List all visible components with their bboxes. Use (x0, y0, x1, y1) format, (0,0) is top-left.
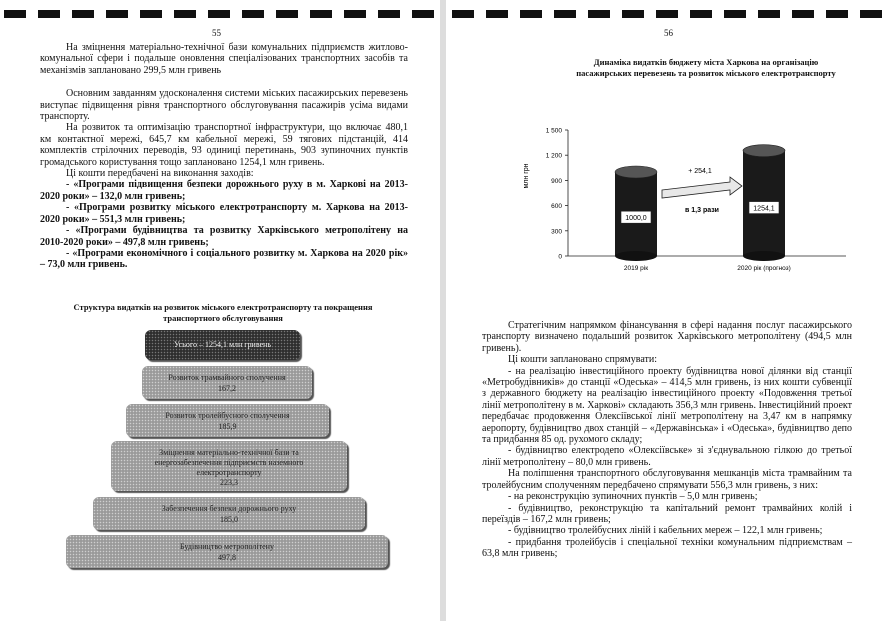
scan-mark (520, 10, 542, 18)
tier-value: 185,9 (218, 422, 237, 431)
left-paragraph: На розвиток та оптимізацію транспортної інфраструктури, що включає 480,1 км контактної мережі, 645,7 км кабельної мережі, 59 тягових підстанцій, 414 комплектів стрілочних переводів, 93 одиниці перетинань, 903 зупиночних пунктів громадського користування тощо заплановано 1254,1 млн гривень. (40, 122, 408, 168)
scan-mark (554, 10, 576, 18)
pyramid-tier-material-base (111, 441, 347, 491)
pyramid-tier-total (145, 330, 300, 360)
data-label: 1000,0 (625, 215, 647, 223)
right-paragraph: - будівництво електродепо «Олексіївське» зі з'єднувальною гілкою до третьої лінії метрополітену – 80,0 млн гривень. (482, 445, 852, 468)
program-item: - «Програми економічного і соціального розвитку м. Харкова на 2020 рік» – 73,0 млн гривень. (40, 247, 408, 271)
scan-mark (486, 10, 508, 18)
annotation-delta: + 254,1 (688, 168, 712, 175)
scan-mark (452, 10, 474, 18)
scan-mark (792, 10, 814, 18)
scan-mark (310, 10, 332, 18)
right-paragraph: - будівництво тролейбусних ліній і кабельних мереж – 122,1 млн гривень; (508, 525, 823, 537)
scan-mark (758, 10, 780, 18)
growth-arrow (662, 168, 742, 214)
tier-label: Розвиток трамвайного сполучення (168, 373, 286, 382)
program-item: - «Програми будівництва та розвитку Харківського метрополітену на 2010-2020 роки» – 497,8 млн гривень; (40, 225, 408, 248)
right-page-number: 56 (664, 28, 673, 38)
scan-mark (38, 10, 60, 18)
y-tick-label: 1 500 (545, 127, 562, 135)
y-tick-label: 1 200 (545, 152, 562, 160)
top-scan-marks (446, 10, 888, 18)
right-paragraph: - будівництво, реконструкцію та капітальний ремонт трамвайних колій і переїздів – 167,2 млн гривень; (482, 502, 852, 525)
right-paragraph: На поліпшення транспортного обслуговування мешканців міста трамвайним та тролейбусним сполученням передбачено спрямувати 556,3 млн гривень, з них: (482, 468, 852, 491)
scan-mark (72, 10, 94, 18)
tier-value: 185,0 (220, 515, 238, 524)
tier-label: Будівництво метрополітену (180, 542, 274, 551)
chart-title: Динаміка видатків бюджету міста Харкова на організацію пасажирських перевезень та розвиток міського електротранспорту (576, 57, 836, 78)
y-tick-label: 600 (551, 203, 562, 211)
tier-label: Зміцнення матеріально-технічної бази та енергозабезпечення підприємств наземного електротранспорту (154, 448, 304, 477)
pyramid-tier-metro (66, 535, 388, 568)
pyramid-title: Структура видатків на розвиток міського електротранспорту та покращення транспортного обслуговування (73, 302, 373, 323)
right-paragraph: - на реалізацію інвестиційного проекту будівництва нової ділянки від станції «Метробудівників» до станції «Одеська» – 414,5 млн гривень, із них кошти субвенції з державного бюджету на реалізацію інвестиційного проекту «Подовження третьої лінії метрополітену в м. Харкові» складають 356,3 млн гривень. Інвестиційний проект передбачає продовження Олексіївської лінії метрополітену на 3,47 км в напрямку аеропорту, будівництво двох станцій – «Державінська» і «Одеська», будівництво депо та придбання 85 од. рухомого складу; (482, 365, 852, 446)
scan-mark (242, 10, 264, 18)
scan-mark (622, 10, 644, 18)
scan-mark (208, 10, 230, 18)
tier-value: 497,8 (218, 553, 236, 562)
y-tick-label: 900 (551, 177, 562, 185)
bar-base (743, 251, 785, 261)
left-page-number: 55 (212, 28, 221, 38)
scan-mark (174, 10, 196, 18)
scan-mark (724, 10, 746, 18)
right-page (446, 0, 888, 621)
scan-mark (860, 10, 882, 18)
right-paragraph: - на реконструкцію зупиночних пунктів – 5,0 млн гривень; (508, 491, 758, 503)
program-item: - «Програми підвищення безпеки дорожнього руху в м. Харкові на 2013-2020 роки» – 132,0 млн гривень; (40, 179, 408, 202)
bar-top (615, 166, 657, 178)
bar-base (615, 251, 657, 261)
tier-label: Розвиток тролейбусного сполучення (165, 411, 290, 420)
top-scan-marks (0, 10, 440, 18)
left-paragraph: Ці кошти передбачені на виконання заходів: (66, 168, 254, 180)
category-label: 2020 рік (прогноз) (737, 265, 791, 272)
right-text-block (482, 320, 852, 560)
annotation-ratio: в 1,3 рази (685, 207, 719, 214)
scan-mark (344, 10, 366, 18)
right-paragraph: Ці кошти заплановано спрямувати: (508, 354, 658, 366)
right-paragraph: Стратегічним напрямком фінансування в сфері надання послуг пасажирського транспорту визначено подальший розвиток Харківського метрополітену (494,5 млн гривень). (482, 320, 852, 354)
scan-mark (412, 10, 434, 18)
right-paragraph: - придбання тролейбусів і спеціальної техніки комунальним підприємствам – 63,8 млн гривень; (482, 536, 852, 560)
scan-mark (656, 10, 678, 18)
y-tick-label: 0 (558, 253, 562, 261)
scan-mark (690, 10, 712, 18)
tier-label: Забезпечення безпеки дорожнього руху (161, 504, 297, 513)
left-paragraph: Основним завданням удосконалення системи міських пасажирських перевезень виступає підвищення рівня транспортного обслуговування пасажирів усіма видами транспорту. (40, 88, 408, 123)
pyramid-tier-road-safety (93, 497, 365, 530)
tier-value: 167,2 (218, 384, 236, 393)
left-text-block (40, 42, 408, 271)
scan-mark (276, 10, 298, 18)
tier-value: 223,3 (220, 478, 238, 487)
left-page (0, 0, 440, 621)
bar-top (743, 145, 785, 157)
scan-mark (378, 10, 400, 18)
data-label: 1254,1 (753, 205, 775, 213)
y-tick-label: 300 (551, 228, 562, 236)
left-paragraph: На зміцнення матеріально-технічної бази комунальних підприємств житлово-комунальної сфери і подальше оновлення спеціалізованих транспортних засобів та механізмів заплановано 299,5 млн гривень (40, 42, 408, 76)
arrow-shape (662, 177, 742, 198)
scan-mark (588, 10, 610, 18)
tier-label: Усього – 1254,1 млн гривень (173, 340, 272, 349)
pyramid-tier-tram (142, 366, 312, 399)
budget-bar-chart (516, 118, 866, 280)
category-label: 2019 рік (623, 265, 649, 272)
program-item: - «Програми розвитку міського електротранспорту м. Харкова на 2013-2020 роки» – 551,3 млн гривень; (40, 202, 408, 225)
scan-mark (4, 10, 26, 18)
scan-mark (826, 10, 848, 18)
pyramid-tier-trolleybus (126, 404, 329, 437)
scan-mark (106, 10, 128, 18)
scan-mark (140, 10, 162, 18)
y-axis-label: млн грн (523, 163, 530, 189)
